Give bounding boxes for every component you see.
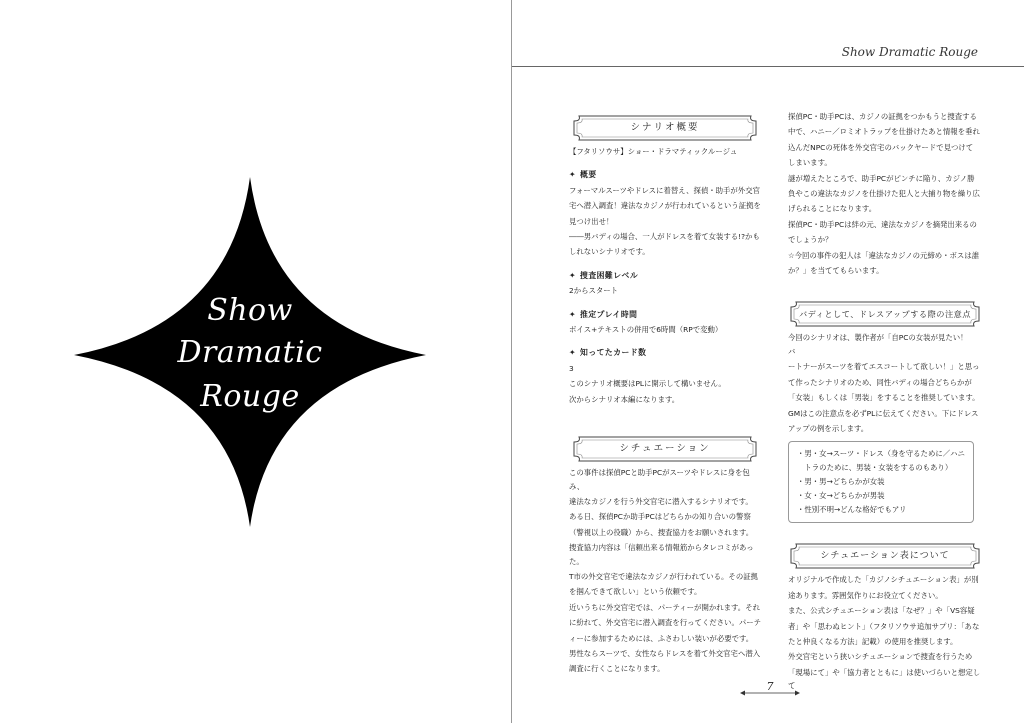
dressup-line: GMはこの注意点を必ずPLに伝えてください。下にドレス xyxy=(788,408,979,418)
page-number-ornament-icon xyxy=(740,690,800,696)
dressup-line: ートナーがスーツを着てエスコートして欲しい！」と思っ xyxy=(788,362,980,372)
title-diamond xyxy=(70,175,430,535)
dressup-line: 今回のシナリオは、製作者が「自PCの女装が見たい！ バ xyxy=(788,333,975,356)
intro-line: か？」を当ててもらいます。 xyxy=(788,266,884,276)
situation-line: ある日、探偵PCか助手PCはどちらかの知り合いの警察 xyxy=(569,512,751,522)
situation-line: この事件は探偵PCと助手PCがスーツやドレスに身を包み、 xyxy=(569,468,750,491)
situation-table-heading xyxy=(788,541,982,571)
playtime-subheading: ✦ 推定プレイ時間 xyxy=(569,309,638,319)
right-page xyxy=(512,0,1024,723)
title-line-2: Dramatic xyxy=(177,335,323,370)
intro-line: 謎が増えたところで、助手PCがピンチに陥り、カジノ勝 xyxy=(788,173,975,183)
title-line-3: Rouge xyxy=(200,379,300,414)
difficulty-value: 2からスタート xyxy=(569,286,619,296)
situation-line: ィーに参加するためには、ふさわしい装いが必要です。 xyxy=(569,633,754,643)
table-line: 「現場にて」や「協力者とともに」は使いづらいと想定して xyxy=(788,667,981,691)
situation-line: 調査に行くことになります。 xyxy=(569,664,665,674)
table-line: オリジナルで作成した「カジノシチュエーション表」が別 xyxy=(788,575,979,585)
intro-line: でしょうか？ xyxy=(788,235,833,245)
intro-line: 探偵PC・助手PCは、カジノの証拠をつかもうと捜査する xyxy=(788,112,977,121)
intro-line: 負やこの違法なカジノを仕掛けた犯人と大捕り物を繰り広 xyxy=(788,189,980,199)
cards-subheading: ✦ 知ってたカード数 xyxy=(569,348,647,358)
header-rule xyxy=(512,66,1024,67)
situation-line: を掴んできて欲しい」という依頼です。 xyxy=(569,587,702,597)
star-icon: ✦ xyxy=(569,170,577,180)
page-number-text: 7 xyxy=(766,680,774,693)
table-line: 外交官宅という狭いシチュエーションで捜査を行うため xyxy=(788,652,973,662)
difficulty-subheading: ✦ 捜査困難レベル xyxy=(569,270,639,280)
dressup-line: 「女装」もしくは「男装」をすることを推奨しています。 xyxy=(788,393,980,403)
situation-line: T市の外交官宅で違法なカジノが行われている。その証拠 xyxy=(569,571,758,581)
bullet-item: トラのために、男装・女装をするのもあり） xyxy=(797,463,953,473)
bullet-item: ・性別不明→どんな格好でもアリ xyxy=(797,505,907,515)
situation-heading xyxy=(571,434,759,464)
running-head: Show Dramatic Rouge xyxy=(841,45,978,59)
overview-subheading: ✦ 概要 xyxy=(569,170,597,180)
star-icon: ✦ xyxy=(569,348,577,358)
heading-text: シチュエーション表について xyxy=(820,550,950,561)
situation-line: 近いうちに外交官宅では、パーティーが開かれます。それ xyxy=(569,602,760,612)
note-line: 次からシナリオ本編になります。 xyxy=(569,394,680,404)
buddy-dressup-heading xyxy=(788,299,982,329)
left-column xyxy=(569,113,761,676)
title-line-1: Show xyxy=(207,293,293,328)
table-line: 者」や「思わぬヒント」（フタリソウサ追加サプリ：「あな xyxy=(788,621,980,631)
heading-text: シナリオ概要 xyxy=(630,122,700,134)
star-icon: ✦ xyxy=(569,309,577,319)
intro-line: しまいます。 xyxy=(788,158,832,168)
bullet-item: ・男・男→どちらかが女装 xyxy=(797,477,885,487)
situation-line: 捜査協力内容は「信頼出来る情報筋からタレコミがあった。 xyxy=(569,543,754,566)
intro-line: 探偵PC・助手PCは絆の元、違法なカジノを摘発出来るの xyxy=(788,219,977,229)
situation-line: 違法なカジノを行う外交官宅に潜入するシナリオです。 xyxy=(569,496,753,506)
table-line: たと仲良くなる方法」記載）の使用を推奨します。 xyxy=(788,636,958,646)
table-line: 途あります。雰囲気作りにお役立てください。 xyxy=(788,590,943,600)
bullet-item: ・女・女→どちらかが男装 xyxy=(797,491,885,501)
right-column xyxy=(788,108,982,693)
overview-line: しれないシナリオです。 xyxy=(569,247,650,257)
overview-line: 宅へ潜入調査！違法なカジノが行われているという証拠を xyxy=(569,201,761,211)
overview-line: 見つけ出せ！ xyxy=(569,216,614,226)
intro-line: ☆今回の事件の犯人は「違法なカジノの元締め・ボスは誰 xyxy=(788,250,980,260)
intro-line: 込んだNPCの死体を外交官宅のバックヤードで見つけて xyxy=(788,142,974,152)
star-icon: ✦ xyxy=(569,270,577,280)
situation-line: 男性ならスーツで、女性ならドレスを着て外交官宅へ潜入 xyxy=(569,648,761,658)
heading-text: シチュエーション xyxy=(619,443,711,455)
dressup-line: アップの例を示します。 xyxy=(788,423,869,433)
cards-value: 3 xyxy=(569,363,574,373)
intro-line: げられることになります。 xyxy=(788,204,877,214)
note-line: このシナリオ概要はPLに開示して構いません。 xyxy=(569,379,726,389)
overview-line: フォーマルスーツやドレスに着替え、探偵・助手が外交官 xyxy=(569,185,760,195)
dressup-example-box xyxy=(788,441,974,523)
playtime-value: ボイス+テキストの併用で6時間（RPで変動） xyxy=(569,325,723,335)
situation-line: （警視以上の役職）から、捜査協力をお願いされます。 xyxy=(569,527,754,537)
table-line: また、公式シチュエーション表は「なぜ？」や「VS容疑 xyxy=(788,606,975,616)
scenario-overview-heading xyxy=(571,113,759,143)
bullet-item: ・男・女→スーツ・ドレス（身を守るために／ハニ xyxy=(797,449,965,459)
heading-text: バディとして、ドレスアップする際の注意点 xyxy=(798,308,972,319)
dressup-line: て作ったシナリオのため、同性バディの場合どちらかが xyxy=(788,377,972,387)
scenario-title-line: 【フタリソウサ】ショー・ドラマティックルージュ xyxy=(569,147,738,156)
page-number xyxy=(740,680,800,693)
overview-line: ――男バディの場合、一人がドレスを着て女装する!?かも xyxy=(569,232,760,242)
situation-line: に紛れて、外交官宅に潜入調査を行ってください。パーテ xyxy=(569,618,762,628)
intro-line: 中で、ハニー／ロミオトラップを仕掛けたあと情報を垂れ xyxy=(788,127,980,137)
